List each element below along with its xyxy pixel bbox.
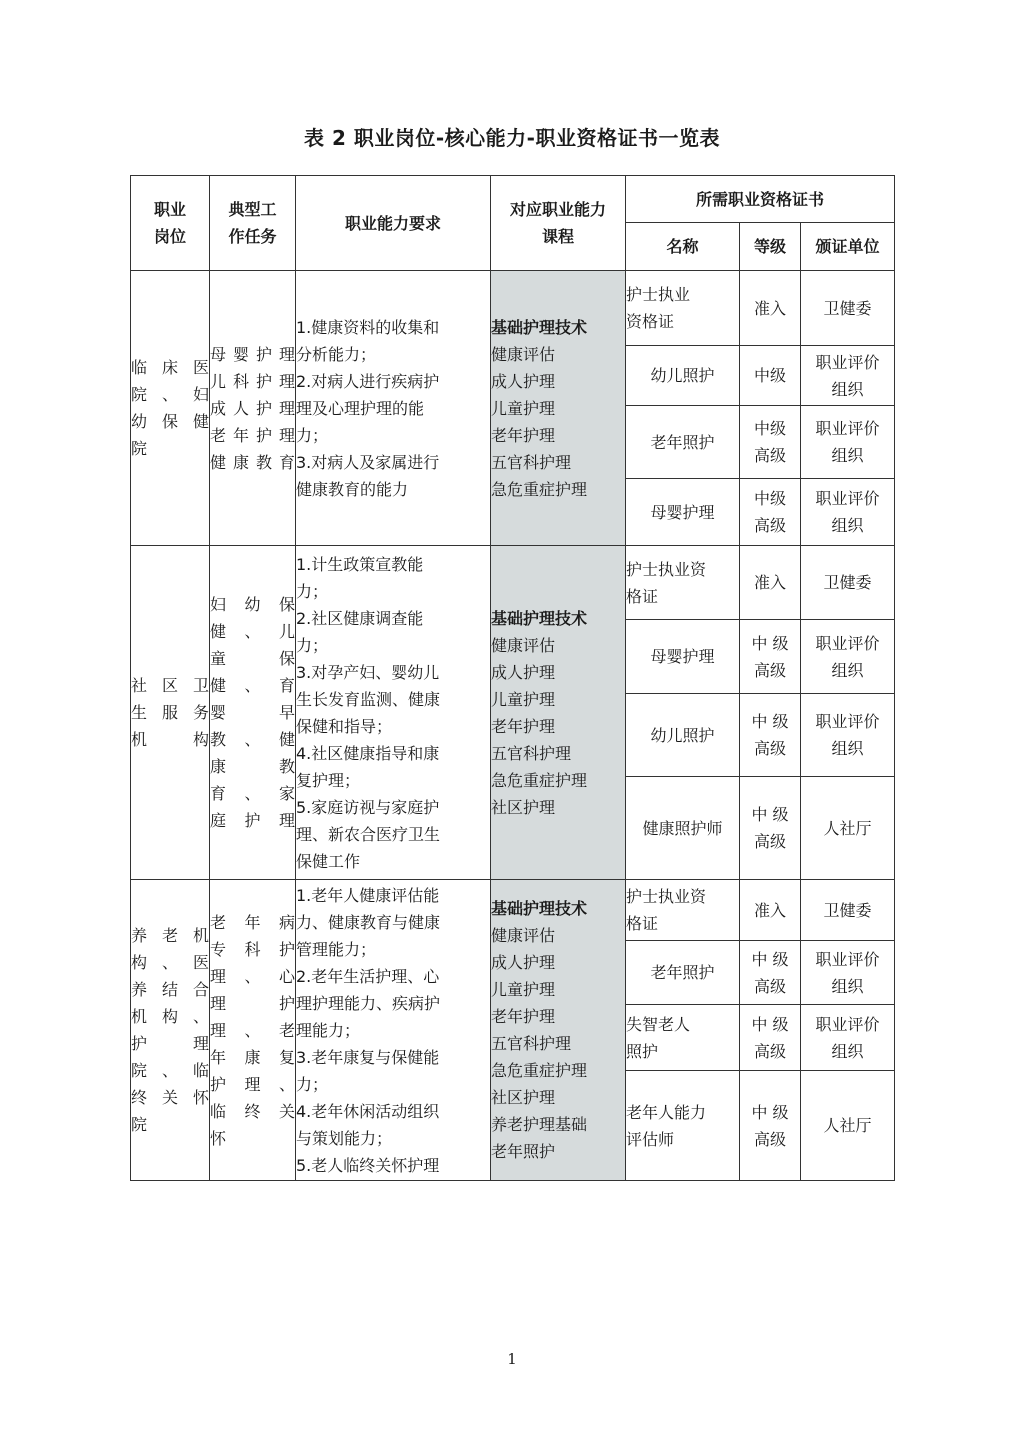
table-row [131, 546, 895, 620]
career-certificate-table [130, 175, 895, 1181]
course-cell: 基础护理技术 健康评估 成人护理 儿童护理 老年护理 五官科护理 急危重症护理 社区护理 养老护理基础 老年照护 [491, 880, 626, 1181]
cert-name-cell: 老年照护 [626, 941, 740, 1005]
cert-issuer-cell: 职业评价 组织 [801, 406, 895, 479]
cert-name-cell: 幼儿照护 [626, 346, 740, 406]
course-cell: 基础护理技术 健康评估 成人护理 儿童护理 老年护理 五官科护理 急危重症护理 [491, 271, 626, 546]
cert-level-cell: 中 级 高级 [740, 941, 801, 1005]
cert-issuer-cell: 人社厅 [801, 1071, 895, 1181]
table-title: 表 2 职业岗位-核心能力-职业资格证书一览表 [304, 126, 720, 150]
cert-name-cell: 母婴护理 [626, 479, 740, 546]
table-row [131, 271, 895, 346]
page-number: 1 [507, 1350, 517, 1368]
cert-name-cell: 护士执业 资格证 [626, 271, 740, 346]
cert-level-cell: 准入 [740, 271, 801, 346]
tasks-cell: 老年病 专科护 理、心 理 护 理、老 年康复 护理、 临终关 怀 [210, 880, 296, 1181]
cert-issuer-cell: 职业评价 组织 [801, 941, 895, 1005]
cert-issuer-cell: 卫健委 [801, 880, 895, 941]
header-course: 对应职业能力 课程 [491, 176, 626, 271]
tasks-cell: 母婴护理 儿科护理 成人护理 老年护理 健康教育 [210, 271, 296, 546]
header-tasks: 典型工 作任务 [210, 176, 296, 271]
course-cell: 基础护理技术 健康评估 成人护理 儿童护理 老年护理 五官科护理 急危重症护理 社区护理 [491, 546, 626, 880]
cert-name-cell: 老年人能力 评估师 [626, 1071, 740, 1181]
cert-name-cell: 护士执业资 格证 [626, 546, 740, 620]
cert-level-cell: 中级 高级 [740, 479, 801, 546]
tasks-cell: 妇幼保 健、儿 童 保 健、育 婴 早 教、健 康 教 育、家 庭护理 [210, 546, 296, 880]
cert-level-cell: 中级 高级 [740, 406, 801, 479]
cert-issuer-cell: 职业评价 组织 [801, 346, 895, 406]
header-cert-group: 所需职业资格证书 [626, 176, 895, 223]
cert-level-cell: 准入 [740, 880, 801, 941]
cert-issuer-cell: 职业评价 组织 [801, 620, 895, 694]
ability-cell: 1.健康资料的收集和 分析能力； 2.对病人进行疾病护 理及心理护理的能 力； 3.对病人及家属进行 健康教育的能力 [296, 271, 491, 546]
cert-name-cell: 失智老人 照护 [626, 1005, 740, 1071]
cert-name-cell: 幼儿照护 [626, 694, 740, 777]
position-cell: 养老机 构、医 养结合 机构、 护 理 院、临 终关怀 院 [131, 880, 210, 1181]
cert-level-cell: 中 级 高级 [740, 1005, 801, 1071]
header-ability: 职业能力要求 [296, 176, 491, 271]
ability-cell: 1.老年人健康评估能 力、健康教育与健康 管理能力； 2.老年生活护理、心 理护理能力、疾病护 理能力； 3.老年康复与保健能 力； 4.老年休闲活动组织 与策划能力； 5.老人临终关怀护理 [296, 880, 491, 1181]
cert-issuer-cell: 卫健委 [801, 271, 895, 346]
cert-issuer-cell: 职业评价 组织 [801, 479, 895, 546]
cert-name-cell: 母婴护理 [626, 620, 740, 694]
ability-cell: 1.计生政策宣教能 力； 2.社区健康调查能 力； 3.对孕产妇、婴幼儿 生长发育监测、健康 保健和指导； 4.社区健康指导和康 复护理； 5.家庭访视与家庭护 理、新农合医疗卫生 保健工作 [296, 546, 491, 880]
cert-name-cell: 护士执业资 格证 [626, 880, 740, 941]
table-row [131, 880, 895, 941]
cert-level-cell: 中 级 高级 [740, 1071, 801, 1181]
cert-level-cell: 中级 [740, 346, 801, 406]
position-cell: 社区卫 生服务 机构 [131, 546, 210, 880]
cert-level-cell: 准入 [740, 546, 801, 620]
cert-level-cell: 中 级 高级 [740, 620, 801, 694]
header-cert-level: 等级 [740, 223, 801, 271]
position-cell: 临床医 院、妇 幼保健 院 [131, 271, 210, 546]
cert-issuer-cell: 卫健委 [801, 546, 895, 620]
cert-level-cell: 中 级 高级 [740, 694, 801, 777]
header-cert-issuer: 颁证单位 [801, 223, 895, 271]
table-body [131, 271, 895, 1181]
header-cert-name: 名称 [626, 223, 740, 271]
cert-name-cell: 健康照护师 [626, 777, 740, 880]
cert-name-cell: 老年照护 [626, 406, 740, 479]
header-position: 职业 岗位 [131, 176, 210, 271]
cert-level-cell: 中 级 高级 [740, 777, 801, 880]
cert-issuer-cell: 人社厅 [801, 777, 895, 880]
cert-issuer-cell: 职业评价 组织 [801, 1005, 895, 1071]
cert-issuer-cell: 职业评价 组织 [801, 694, 895, 777]
